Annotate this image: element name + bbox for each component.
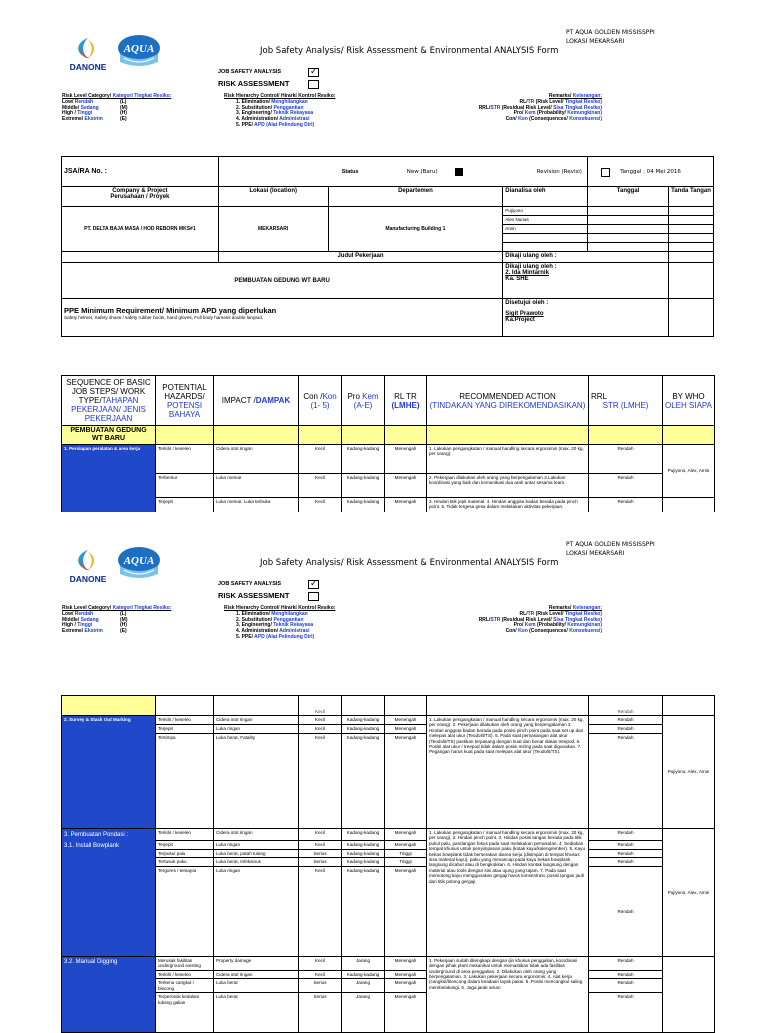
lokasi-label: Lokasi (location) (218, 187, 328, 207)
disetujui: Disetujui oleh : Sigit Prawoto Ka.Project (503, 299, 669, 337)
jsa-no-label: JSA/RA No. : (62, 157, 219, 187)
aqua-logo (116, 32, 162, 72)
step-3-cell: 3. Pembuatan Pondasi : 3.1. Install Bowplank (62, 829, 156, 957)
form-header (60, 538, 720, 648)
step-1-cell: 1. Persiapan peralatan & area kerja (62, 445, 156, 544)
ra-label: RISK ASSESSMENT (218, 591, 290, 600)
page-1 (0, 0, 768, 512)
section-row (62, 426, 715, 445)
analyst-row (503, 234, 588, 243)
who-cell: Pujiyono, Alex, Amin (663, 829, 715, 957)
status-cell: Status New (Baru) Revision (Revisi) (218, 157, 587, 187)
table-row: Terkena cangkul / blecong Luka berat Serius Jarang Menengah Rendah (62, 979, 715, 993)
table-row: Terpukul palu Luka berat, patah tulang Serius Kadang-kadang Tinggi Rendah (62, 850, 715, 858)
analyst-row: Pujiyono (503, 207, 588, 216)
tanggal-header: Tanggal : 04 Mei 2016 (588, 157, 714, 187)
table-row: 2. Survey & Stack Out Marking Terkilir / keseleo Cidera otot ringan Kecil Kadang-kadang Menengah 1. Lakukan pengangkatan / manual handling secara ergonomis (max. 20 kg, per orang). 2. Pekerjaan dilakukan oleh orang yang berpengalaman 3. Hindari anggota badan berada pada posisi pinch point pada saat set up dan melepas alat ukur (Teodolit/TS). 5. Pada saat pemasangan alat ukur (Teodolit/TS) pastikan terpasang dengan kuat dan benar diatas treepod. 6. Posisi alat ukur / treepod tidak dalam posisi miring pada saat digunakan. 7. Pegangan harus kuat pada saat melepas alat ukur (Teodolit/TS). Rendah Pujiyono, Alex, Amin (62, 716, 715, 725)
section-title: PEMBUATAN GEDUNG WT BARU (62, 426, 156, 445)
revision-checkbox[interactable] (601, 168, 610, 177)
ppe-cell: PPE Minimum Requirement/ Minimum APD yang diperlukan Safety helmet, Safety shoes / safety rubber boots, hand gloves, Full body harness double lanyard, (62, 299, 503, 337)
step-32-rec: 1. Pekerjaan sudah dilengkapi dengan ijin khusus penggalian, koordinasi dengan pihak plant mekanikal untuk memastikan tidak ada fasilitas underground di area penggalian. 2. Dilakukan oleh orang yang berpengalaman. 3. Lakukan pekerjaan secara ergonomis. 4. Alat kerja (cangkul/blencong dalam keadaan layak pakai. 5. Posisi mencangkul saling membelakangi. 6. Jaga jarak aman (427, 956, 589, 1032)
seq-header: SEQUENCE OF BASIC JOB STEPS/ WORK TYPE/TAHAPAN PEKERJAAN/ JENIS PEKERJAAN (62, 376, 156, 426)
jsa-label: JOB SAFETY ANALYSIS (218, 581, 282, 587)
step-2-cell: 2. Survey & Stack Out Marking (62, 716, 156, 829)
table-row: Tergores / tersayat Luka ringan Kecil Kadang-kadang Menengah Rendah (62, 866, 715, 956)
ra-checkbox[interactable] (308, 592, 319, 601)
table-row: Terperosok kedalam lubang galian Luka berat Serius Jarang Menengah Rendah (62, 993, 715, 1033)
risk-legend (62, 606, 602, 646)
risk-legend (62, 94, 602, 134)
svg-text:AQUA: AQUA (123, 43, 155, 55)
company-name: PT AQUA GOLDEN MISSISSPPI LOKASI MEKARSARI (566, 541, 655, 557)
dept-value: Manufacturing Building 1 (328, 207, 503, 252)
risk-table-p2 (61, 695, 715, 1033)
step-3-rec: 1. Lakukan pengangkatan / manual handling secara ergonomis (max. 20 kg, per orang). 2. Hindari pinch point. 3. Hindari posisi tangan berada pada titik pukul palu, pandangan fokus pada saat melakukan pemukulan. 4. Sediakan tempat khusus untuk penyimpanan paku (kotak kayu/kaleng/ember). 5. Kayu bekas bowplank tidak berserakan diarea kerja (disimpan di tempat khusus sisa material kayu), paku yang menancap pada kayu bekas bowplank langsung dicabut atau di bengkokkan. 6. Hindari kontak langsung dengan material atau tools dengan sisi atau ujung yang tajam. 7. Pada saat memotong kayu menggunakan gergaji harus konsentrasi, posisi tangan jauh dari titik potong gergaji. (427, 829, 589, 957)
danone-logo (66, 548, 110, 588)
step-32-cell: 3.2. Manual Digging (62, 956, 156, 1032)
jsa-label: JOB SAFETY ANALYSIS (218, 69, 282, 75)
table-header-row (62, 376, 715, 426)
new-checkbox[interactable] (455, 168, 463, 176)
analyst-row (503, 243, 588, 252)
impact-header: IMPACT /DAMPAK (214, 376, 299, 426)
table-row: 3.2. Manual Digging Merusak fasilitas underground existing Property damage Kecil Jarang Menengah 1. Pekerjaan sudah dilengkapi dengan ijin khusus penggalian, koordinasi dengan pihak plant mekanikal untuk memastikan tidak ada fasilitas underground di area penggalian. 2. Dilakukan oleh orang yang berpengalaman. 3. Lakukan pekerjaan secara ergonomis. 4. Alat kerja (cangkul/blencong dalam keadaan layak pakai. 5. Posisi mencangkul saling membelakangi. 6. Jaga jarak aman Rendah (62, 956, 715, 970)
ttd-col-label: Tanda Tangan (669, 187, 714, 207)
remarks-legend: Remarks/ Keterangan: RL/TR (Risk Level/ Tingkat Resiko) RRL/STR (Residual Risk Level/ Sisa Tingkat Resiko) Pro/ Kem (Probability/ Kemungkinan) Con/ Kon (Consequences/ Konsekuensi) (478, 605, 602, 635)
svg-text:AQUA: AQUA (123, 555, 155, 567)
who-cell: Pujiyono, Alex, Amin (663, 445, 715, 498)
form-header (60, 26, 720, 136)
table-row: Terjepit Luka memar, Luka terbuka Kecil Kadang-kadang Menengah 3. Hindari titik jepit material. 4. Hindari anggota badan berada pada pinch point. 5. Tidak tergesa gesa dalam melakukan aktivitas pekerjaan. Rendah (62, 498, 715, 524)
lokasi-value: MEKARSARI (218, 207, 328, 252)
svg-text:DANONE: DANONE (69, 62, 107, 72)
table-row: Tertimpa Luka berat, Fatality Kecil Kadang-kadang Menengah Rendah (62, 734, 715, 829)
table-row: Terkilir / keseleo Cidera otot ringan Kecil Kadang-kadang Menengah Rendah (62, 970, 715, 978)
hierarchy-legend: Risk Hierarchy Control/ Hirarki Kontrol Resiko: 1. Elimination/ Menghilangkan 2. Substitution/ Penggantian 3. Engineering/ Teknik Rekayasa 4. Administration/ Administrasi 5. PPE/ APD (Alat Pelindung Diri) (224, 605, 336, 640)
dikaji-2: Dikaji ulang oleh : 2. Ida Mintarnik Ka. SHE (503, 263, 669, 299)
who-header: BY WHO OLEH SIAPA (663, 376, 715, 426)
dikaji-1: Dikaji ulang oleh : (503, 252, 669, 263)
ra-checkbox[interactable] (308, 80, 319, 89)
tanggal-col-label: Tanggal (588, 187, 669, 207)
dept-label: Departemen (328, 187, 503, 207)
step-2-rec: 1. Lakukan pengangkatan / manual handling secara ergonomis (max. 20 kg, per orang). 2. Pekerjaan dilakukan oleh orang yang berpengalaman 3. Hindari anggota badan berada pada posisi pinch point pada saat set up dan melepas alat ukur (Teodolit/TS). 5. Pada saat pemasangan alat ukur (Teodolit/TS) pastikan terpasang dengan kuat dan benar diatas treepod. 6. Posisi alat ukur / treepod tidak dalam posisi miring pada saat digunakan. 7. Pegangan harus kuat pada saat melepas alat ukur (Teodolit/TS). (427, 716, 589, 829)
hazard-header: POTENTIAL HAZARDS/ POTENSI BAHAYA (156, 376, 214, 426)
rltr-header: RL TR (LMHE) (385, 376, 427, 426)
aqua-logo (116, 544, 162, 584)
table-row: Terbentur Luka memar Kecil Kadang-kadang Menengah 2. Pekerjaan dilakukan oleh orang yang berpengalaman 3.Lakukan koordinasi yang baik dan komunikasi dua arah antar sesama team. Rendah (62, 474, 715, 498)
danone-logo (66, 36, 110, 76)
table-row: Kecil Rendah (62, 696, 715, 716)
analyst-row: Amin (503, 225, 588, 234)
hierarchy-legend: Risk Hierarchy Control/ Hirarki Kontrol Resiko: 1. Elimination/ Menghilangkan 2. Substitution/ Penggantian 3. Engineering/ Teknik Rekayasa 4. Administration/ Administrasi 5. PPE/ APD (Alat Pelindung Diri) (224, 93, 336, 128)
svg-text:DANONE: DANONE (69, 574, 107, 584)
doc-title: Job Safety Analysis/ Risk Assessment & Environmental ANALYSIS Form (260, 558, 559, 568)
table-row: 1. Persiapan peralatan & area kerja Terkilir / keseleo Cidera otot ringan Kecil Kadang-kadang Menengah 1. Lakukan pengangkatan / manual handling secara ergonomis (max. 20 kg, per orang). Rendah Pujiyono, Alex, Amin (62, 445, 715, 474)
analisa-label: Dianalisa oleh (503, 187, 588, 207)
company-name: PT AQUA GOLDEN MISSISSPPI LOKASI MEKARSARI (566, 29, 655, 45)
rrl-header: RRL STR (LMHE) (589, 376, 663, 426)
table-row: Tertusuk paku Luka berat, Infeksious Serius Kadang-kadang Tinggi Rendah (62, 858, 715, 866)
rec-header: RECOMMENDED ACTION (TINDAKAN YANG DIREKOMENDASIKAN) (427, 376, 589, 426)
ra-label: RISK ASSESSMENT (218, 79, 290, 88)
con-header: Con /Kon (1- 5) (299, 376, 342, 426)
pro-header: Pro Kem (A-E) (342, 376, 385, 426)
analyst-row: Alex Nunas (503, 216, 588, 225)
judul-label: Judul Pekerjaan (218, 252, 503, 263)
risk-category-legend: Risk Level Category/ Kategori Tingkat Resiko: Low/ Rendah (L) Middle/ Sedang (M) High / Tinggi (H) Extreme/ Ekstrim (E) (62, 605, 172, 635)
table-row: 3. Pembuatan Pondasi : 3.1. Install Bowplank Terkilir / keseleo Cidera otot ringan Kecil Kadang-kadang Menengah 1. Lakukan pengangkatan / manual handling secara ergonomis (max. 20 kg, per orang). 2. Hindari pinch point. 3. Hindari posisi tangan berada pada titik pukul palu, pandangan fokus pada saat melakukan pemukulan. 4. Sediakan tempat khusus untuk penyimpanan paku (kotak kayu/kaleng/ember). 5. Kayu bekas bowplank tidak berserakan diarea kerja (disimpan di tempat khusus sisa material kayu), paku yang menancap pada kayu bekas bowplank langsung dicabut atau di bengkokkan. 6. Hindari kontak langsung dengan material atau tools dengan sisi atau ujung yang tajam. 7. Pada saat memotong kayu menggunakan gergaji harus konsentrasi, posisi tangan jauh dari titik potong gergaji. Rendah Pujiyono, Alex, Amin (62, 829, 715, 841)
table-row: Terjepit Luka ringan Kecil Kadang-kadang Menengah Rendah (62, 725, 715, 734)
remarks-legend: Remarks/ Keterangan: RL/TR (Risk Level/ Tingkat Resiko) RRL/STR (Residual Risk Level/ Sisa Tingkat Resiko) Pro/ Kem (Probability/ Kemungkinan) Con/ Kon (Consequences/ Konsekuensi) (478, 93, 602, 123)
jsa-checkbox[interactable] (308, 580, 319, 589)
doc-title: Job Safety Analysis/ Risk Assessment & Environmental ANALYSIS Form (260, 46, 559, 56)
page-2 (0, 512, 768, 1024)
judul-value: PEMBUATAN GEDUNG WT BARU (62, 263, 503, 299)
company-label: Company & Project Perusahaan / Proyek (62, 187, 219, 207)
who-cell: Pujiyono, Alex, Amin (663, 716, 715, 829)
company-value: PT. DELTA BAJA MASA / HOD REBORN MKS#1 (62, 207, 219, 252)
risk-category-legend: Risk Level Category/ Kategori Tingkat Resiko: Low/ Rendah (L) Middle/ Sedang (M) High / Tinggi (H) Extreme/ Ekstrim (E) (62, 93, 172, 123)
jsa-checkbox[interactable] (308, 68, 319, 77)
table-row: Terjepit Luka ringan Kecil Kadang-kadang Menengah Rendah (62, 841, 715, 850)
jsa-info-form (61, 156, 714, 337)
